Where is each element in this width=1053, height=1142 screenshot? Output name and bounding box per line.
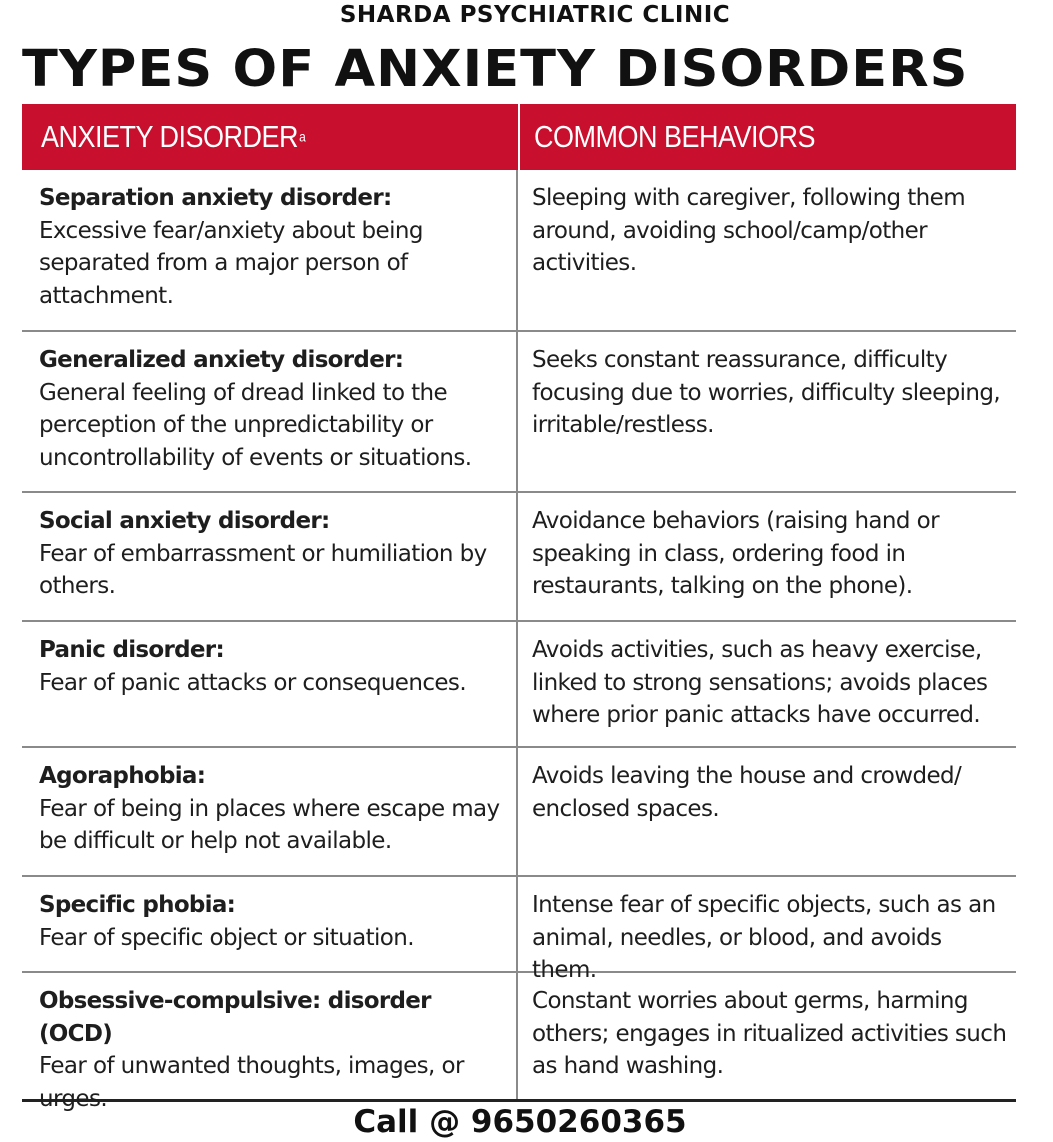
disorder-cell xyxy=(22,748,518,875)
disorder-cell xyxy=(22,332,518,491)
disorder-name: Specific phobia: xyxy=(39,892,236,918)
disorder-description: Fear of panic attacks or consequences. xyxy=(39,669,467,696)
table-row xyxy=(22,332,1016,493)
disorder-cell xyxy=(22,877,518,971)
disorder-name: Agoraphobia: xyxy=(39,763,206,789)
header-anxiety-disorder xyxy=(22,100,518,174)
disorder-cell xyxy=(22,622,518,746)
behaviors-cell: Intense fear of specific objects, such as an animal, needles, or blood, and avoids them. xyxy=(532,892,996,983)
disorder-name: Generalized anxiety disorder: xyxy=(39,347,404,373)
clinic-name: SHARDA PSYCHIATRIC CLINIC xyxy=(339,2,731,28)
table-row xyxy=(22,973,1016,1112)
disorder-name: Social anxiety disorder: xyxy=(39,508,330,534)
disorder-name: Panic disorder: xyxy=(39,637,224,663)
disorder-cell xyxy=(22,973,518,1112)
disorder-description: General feeling of dread linked to the perception of the unpredictability or uncontrollability of events or situations. xyxy=(39,379,472,471)
header-divider xyxy=(518,104,520,170)
disorder-cell xyxy=(22,493,518,620)
table-row xyxy=(22,877,1016,983)
disorder-cell xyxy=(22,170,518,330)
behaviors-cell: Avoids activities, such as heavy exercise, linked to strong sensations; avoids places where prior panic attacks have occurred. xyxy=(532,637,988,728)
disorder-description: Excessive fear/anxiety about being separated from a major person of attachment. xyxy=(39,217,423,309)
table-row xyxy=(22,170,1016,332)
disorder-name: Obsessive-compulsive: disorder (OCD) xyxy=(39,988,431,1047)
disorder-name: Separation anxiety disorder: xyxy=(39,185,392,211)
disorder-description: Fear of being in places where escape may be difficult or help not available. xyxy=(39,795,500,854)
behaviors-cell: Constant worries about germs, harming others; engages in ritualized activities such as hand washing. xyxy=(532,988,1007,1079)
table-row xyxy=(22,622,1016,748)
behaviors-cell: Avoids leaving the house and crowded/ enclosed spaces. xyxy=(532,763,962,822)
table-row xyxy=(22,493,1016,622)
header-anxiety-disorder-label: ANXIETY DISORDER xyxy=(41,119,299,154)
disorder-description: Fear of unwanted thoughts, images, or urges. xyxy=(39,1053,464,1112)
disorder-description: Fear of embarrassment or humiliation by others. xyxy=(39,540,487,599)
disorder-description: Fear of specific object or situation. xyxy=(39,924,414,951)
anxiety-disorders-table xyxy=(22,104,1016,1112)
behaviors-cell: Seeks constant reassurance, difficulty focusing due to worries, difficulty sleeping, irritable/restless. xyxy=(532,347,1001,438)
page-title: TYPES OF ANXIETY DISORDERS xyxy=(22,40,969,99)
behaviors-cell: Sleeping with caregiver, following them around, avoiding school/camp/other activities. xyxy=(532,185,966,276)
header-footnote-marker: a xyxy=(299,129,306,145)
table-row xyxy=(22,748,1016,877)
call-phone-number: Call @ 9650260365 xyxy=(353,1104,687,1140)
header-common-behaviors: COMMON BEHAVIORS xyxy=(534,119,816,154)
behaviors-cell: Avoidance behaviors (raising hand or speaking in class, ordering food in restaurants, talking on the phone). xyxy=(532,508,939,599)
